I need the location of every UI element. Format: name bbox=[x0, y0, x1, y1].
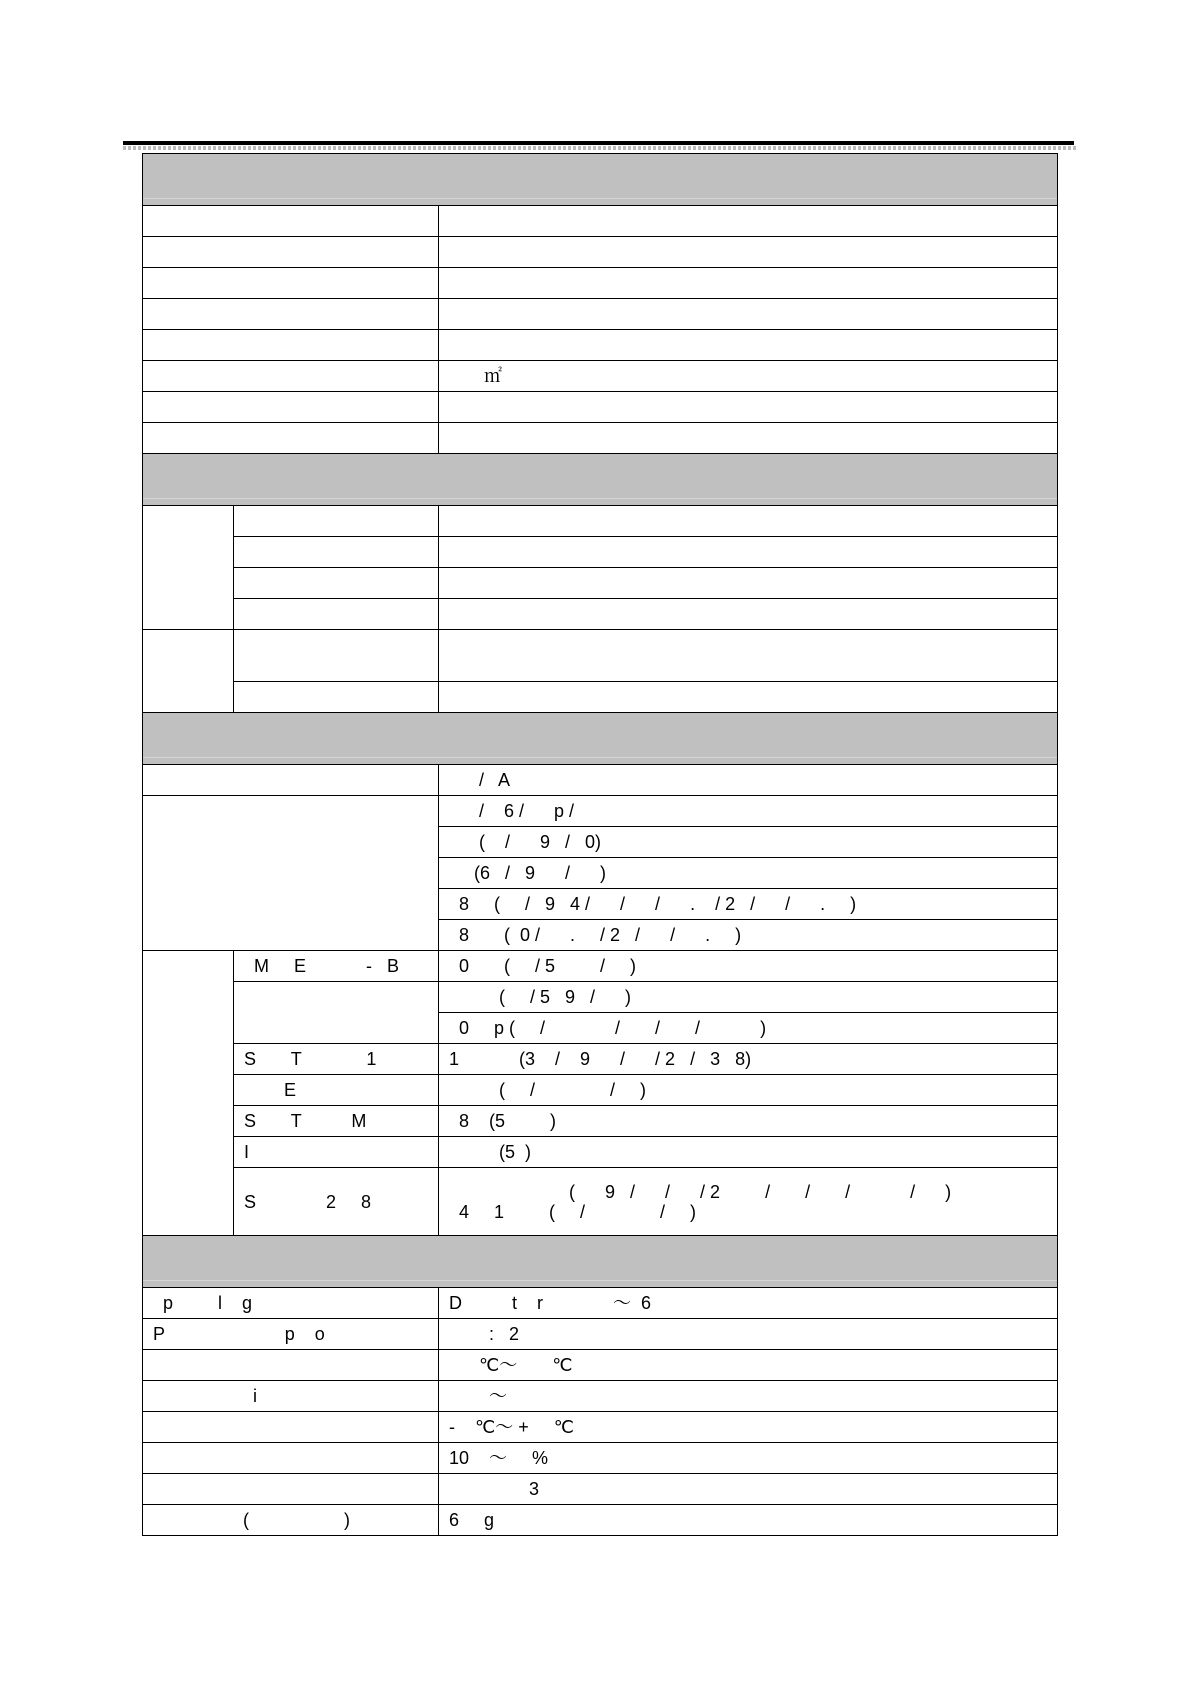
section-header-environment bbox=[143, 1236, 1058, 1288]
row-value: - ℃～ + ℃ bbox=[439, 1412, 1058, 1443]
top-rule-dotted bbox=[123, 146, 1077, 150]
row-label bbox=[143, 1474, 439, 1505]
row-label: I bbox=[234, 1137, 439, 1168]
row-value: ℃～ ℃ bbox=[439, 1350, 1058, 1381]
row-label bbox=[143, 1412, 439, 1443]
row-value bbox=[439, 423, 1058, 454]
row-label bbox=[234, 682, 439, 713]
row-value: / A bbox=[439, 765, 1058, 796]
row-value: 8 ( / 9 4 / / / . / 2 / / . ) bbox=[439, 889, 1058, 920]
row-label bbox=[143, 361, 439, 392]
row-value: / 6 / p / bbox=[439, 796, 1058, 827]
group-cell bbox=[143, 951, 234, 1236]
row-value: (5 ) bbox=[439, 1137, 1058, 1168]
row-label bbox=[143, 392, 439, 423]
row-label bbox=[143, 299, 439, 330]
row-label bbox=[143, 1443, 439, 1474]
row-value: ( / 5 9 / ) bbox=[439, 982, 1058, 1013]
row-value bbox=[439, 268, 1058, 299]
row-value: : 2 bbox=[439, 1319, 1058, 1350]
section-header-general bbox=[143, 154, 1058, 206]
row-value: (6 / 9 / ) bbox=[439, 858, 1058, 889]
row-value bbox=[439, 506, 1058, 537]
row-value bbox=[439, 237, 1058, 268]
row-value bbox=[439, 330, 1058, 361]
row-label: S T 1 bbox=[234, 1044, 439, 1075]
row-value: 8 (5 ) bbox=[439, 1106, 1058, 1137]
row-value: ( / 9 / 0) bbox=[439, 827, 1058, 858]
row-label bbox=[143, 330, 439, 361]
section-header-groups bbox=[143, 454, 1058, 506]
row-value: ( 9 / / / 2 / / / / ) 4 1 ( / / ) bbox=[439, 1168, 1058, 1236]
row-label bbox=[143, 1350, 439, 1381]
row-value: 6 g bbox=[439, 1505, 1058, 1536]
row-value bbox=[439, 392, 1058, 423]
row-label bbox=[234, 982, 439, 1044]
row-value bbox=[439, 206, 1058, 237]
row-value bbox=[439, 630, 1058, 682]
row-label bbox=[143, 237, 439, 268]
row-label: E bbox=[234, 1075, 439, 1106]
row-value: 0 p ( / / / / ) bbox=[439, 1013, 1058, 1044]
row-value bbox=[439, 599, 1058, 630]
row-label: S T M bbox=[234, 1106, 439, 1137]
row-label bbox=[234, 506, 439, 537]
row-label bbox=[143, 423, 439, 454]
row-label bbox=[234, 630, 439, 682]
row-value: ～ bbox=[439, 1381, 1058, 1412]
group-cell bbox=[143, 630, 234, 713]
row-label: M E - B bbox=[234, 951, 439, 982]
row-label: S 2 8 bbox=[234, 1168, 439, 1236]
section-header-interfaces bbox=[143, 713, 1058, 765]
row-label bbox=[143, 268, 439, 299]
row-label bbox=[143, 765, 439, 796]
row-value bbox=[439, 568, 1058, 599]
spec-table bbox=[142, 153, 1058, 1536]
group-cell bbox=[143, 506, 234, 630]
top-rule bbox=[123, 141, 1074, 145]
row-label bbox=[143, 206, 439, 237]
row-label: ( ) bbox=[143, 1505, 439, 1536]
row-label: i bbox=[143, 1381, 439, 1412]
row-value: 10 ～ % bbox=[439, 1443, 1058, 1474]
row-value: 0 ( / 5 / ) bbox=[439, 951, 1058, 982]
row-label: p l g bbox=[143, 1288, 439, 1319]
row-value: D t r ～ 6 bbox=[439, 1288, 1058, 1319]
row-value: ( / / ) bbox=[439, 1075, 1058, 1106]
row-value bbox=[439, 299, 1058, 330]
row-value bbox=[439, 682, 1058, 713]
row-value: 8 ( 0 / . / 2 / / . ) bbox=[439, 920, 1058, 951]
row-label bbox=[143, 796, 439, 951]
row-value: 1 (3 / 9 / / 2 / 3 8) bbox=[439, 1044, 1058, 1075]
row-label bbox=[234, 568, 439, 599]
row-value: 3 bbox=[439, 1474, 1058, 1505]
row-label bbox=[234, 599, 439, 630]
row-label: P p o bbox=[143, 1319, 439, 1350]
row-label bbox=[234, 537, 439, 568]
row-value: ㎡ bbox=[439, 361, 1058, 392]
row-value bbox=[439, 537, 1058, 568]
